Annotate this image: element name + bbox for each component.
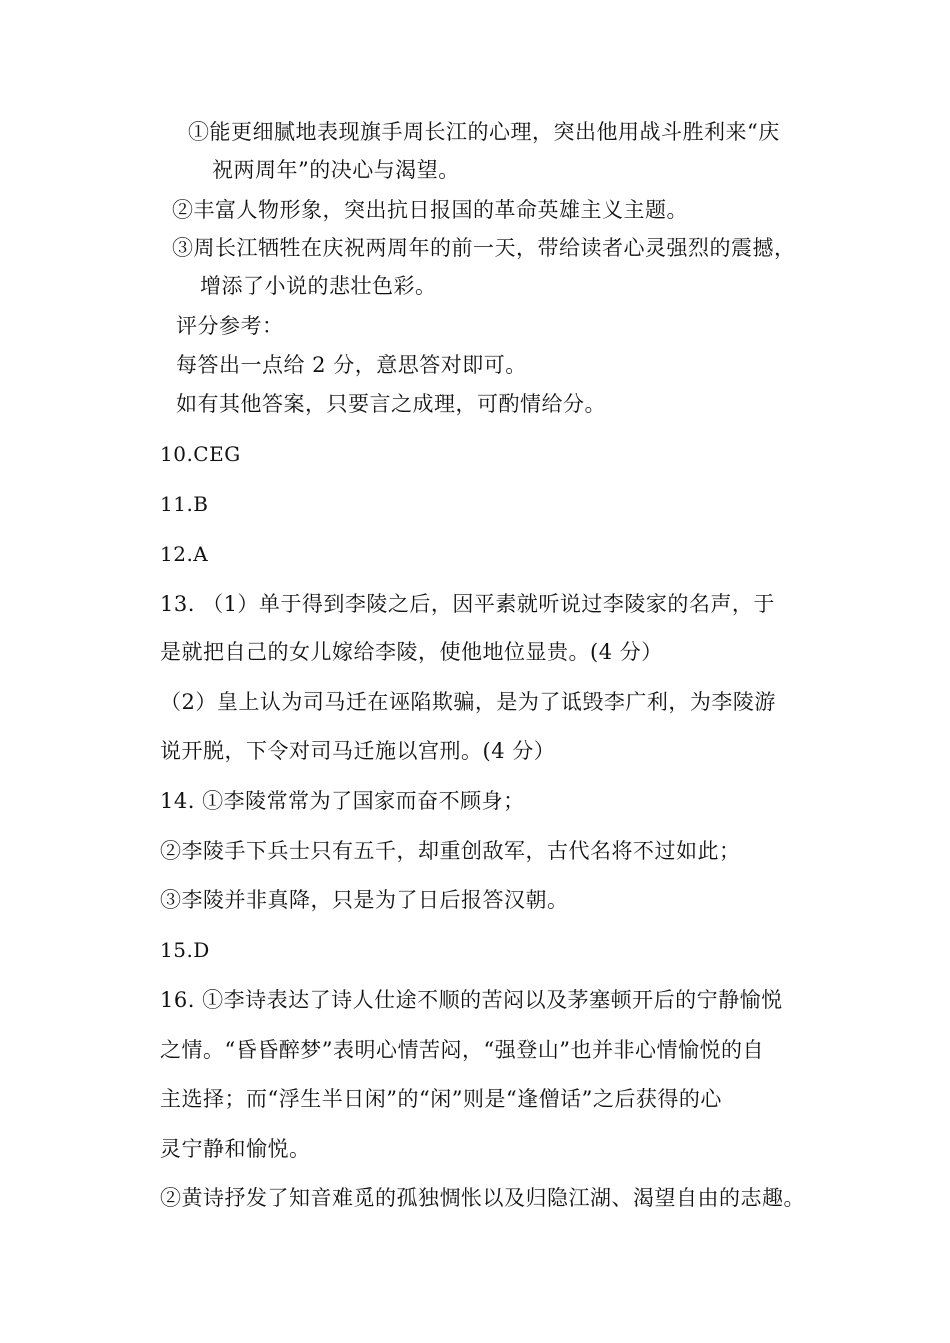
text-line: ③李陵并非真降，只是为了日后报答汉朝。 — [160, 888, 569, 912]
text-line: 主选择；而“浮生半日闲”的“闲”则是“逢僧话”之后获得的心 — [160, 1087, 722, 1111]
text-line: 祝两周年”的决心与渴望。 — [212, 158, 460, 182]
answer-line: 10.CEG — [160, 442, 241, 466]
text-line: 说开脱，下令对司马迁施以宫刑。(4 分） — [160, 739, 556, 763]
text-line: 增添了小说的悲壮色彩。 — [200, 274, 437, 298]
answer-line: 15.D — [160, 938, 210, 962]
text-line: ②丰富人物形象，突出抗日报国的革命英雄主义主题。 — [172, 198, 688, 222]
text-line: 14. ①李陵常常为了国家而奋不顾身； — [160, 789, 525, 813]
text-line: （2）皇上认为司马迁在诬陷欺骗，是为了诋毁李广利，为李陵游 — [160, 690, 776, 714]
text-line: 之情。“昏昏醉梦”表明心情苦闷，“强登山”也并非心情愉悦的自 — [160, 1038, 764, 1062]
text-line: 如有其他答案，只要言之成理，可酌情给分。 — [176, 392, 606, 416]
text-line: 是就把自己的女儿嫁给李陵，使他地位显贵。(4 分） — [160, 640, 663, 664]
answer-line: 12.A — [160, 542, 209, 566]
answer-line: 11.B — [160, 492, 209, 516]
text-line: 灵宁静和愉悦。 — [160, 1137, 311, 1161]
text-line: ③周长江牺牲在庆祝两周年的前一天，带给读者心灵强烈的震撼， — [172, 236, 796, 260]
text-line: 每答出一点给 2 分，意思答对即可。 — [176, 353, 527, 377]
text-line: ②黄诗抒发了知音难觅的孤独惆怅以及归隐江湖、渴望自由的志趣。 — [160, 1186, 805, 1210]
text-line: ②李陵手下兵士只有五千，却重创敌军，古代名将不过如此； — [160, 839, 741, 863]
text-line: 13. （1）单于得到李陵之后，因平素就听说过李陵家的名声，于 — [160, 592, 775, 616]
text-line: 16. ①李诗表达了诗人仕途不顺的苦闷以及茅塞顿开后的宁静愉悦 — [160, 988, 783, 1012]
text-line: 评分参考： — [176, 314, 284, 338]
text-line: ①能更细腻地表现旗手周长江的心理，突出他用战斗胜利来“庆 — [188, 120, 780, 144]
